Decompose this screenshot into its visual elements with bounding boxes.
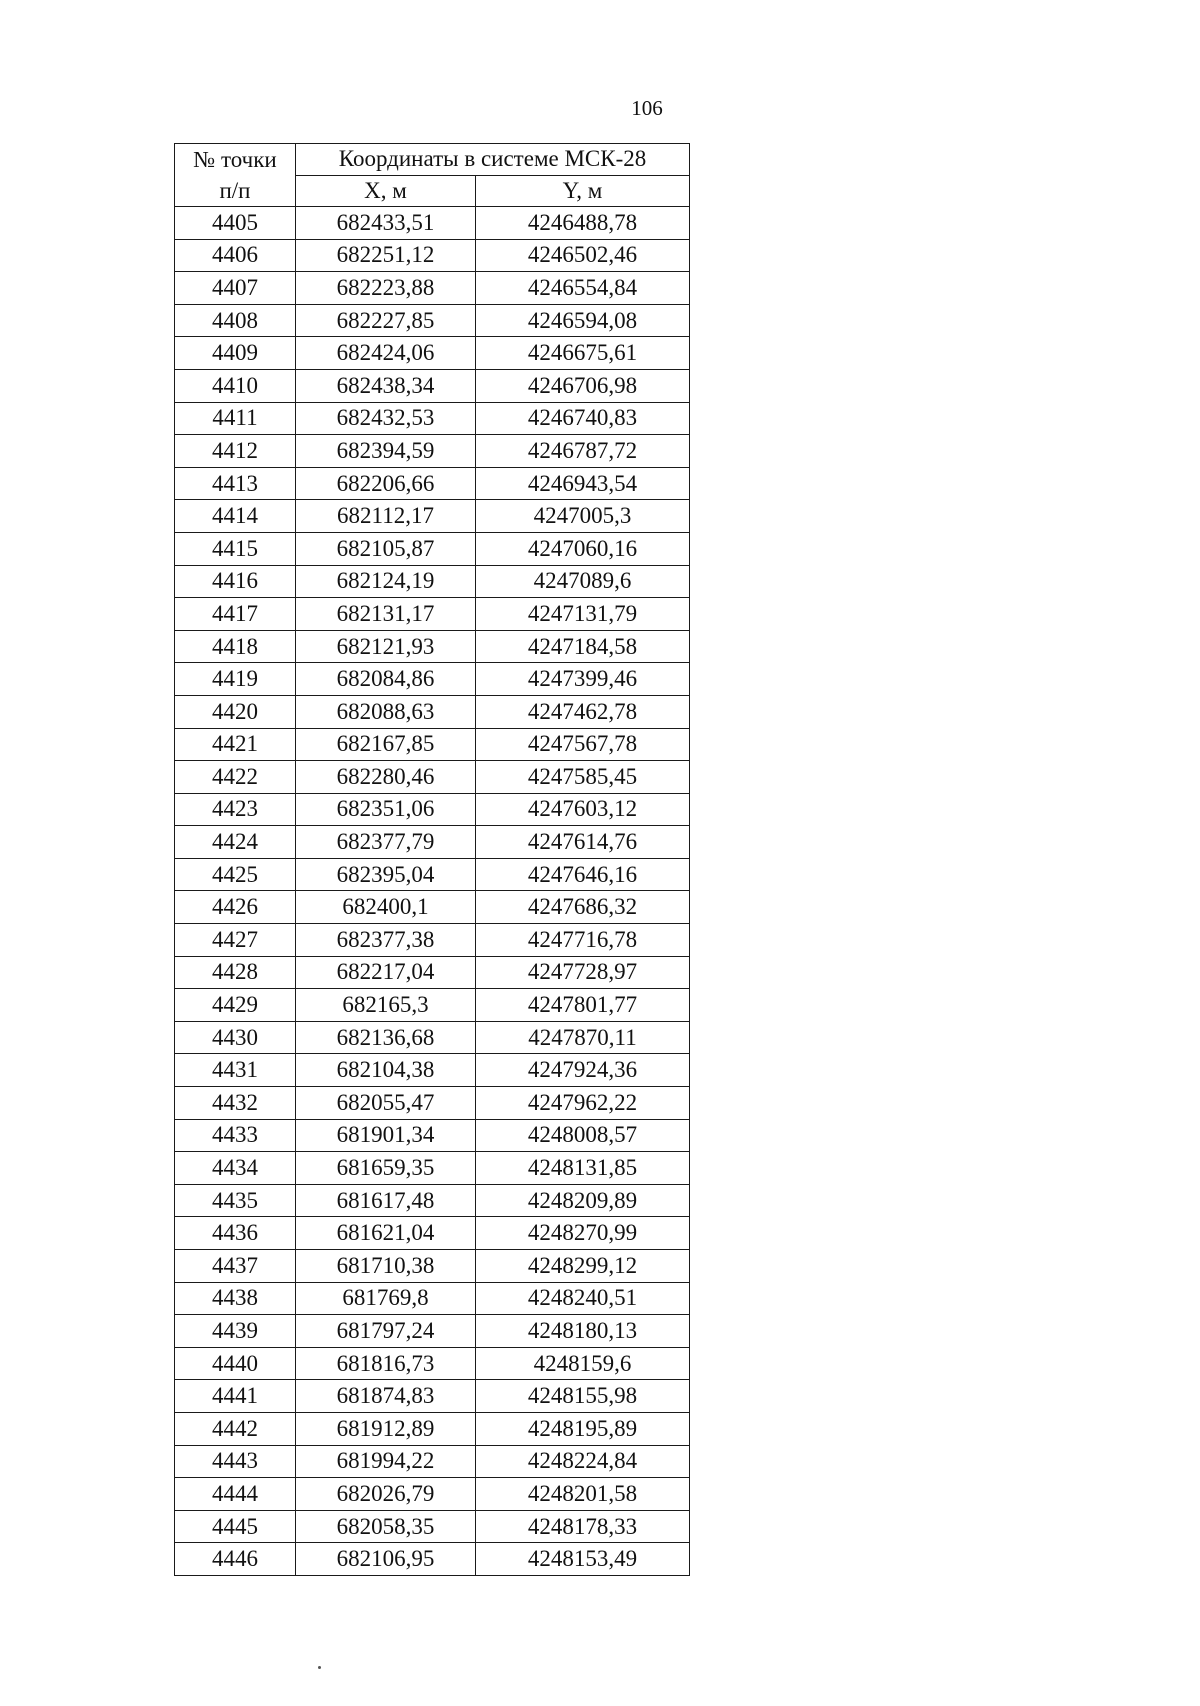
table-row <box>175 1543 690 1576</box>
point-number-cell: 4436 <box>175 1217 296 1250</box>
x-coordinate-cell: 682136,68 <box>296 1021 476 1054</box>
y-coordinate-cell: 4247801,77 <box>476 989 690 1022</box>
table-row <box>175 435 690 468</box>
x-coordinate-cell: 681912,89 <box>296 1412 476 1445</box>
y-coordinate-cell: 4248008,57 <box>476 1119 690 1152</box>
table-row <box>175 1021 690 1054</box>
scan-speck <box>318 1666 321 1669</box>
x-column-header: X, м <box>296 175 476 207</box>
x-coordinate-cell: 681710,38 <box>296 1250 476 1283</box>
table-row <box>175 369 690 402</box>
y-coordinate-cell: 4247924,36 <box>476 1054 690 1087</box>
table-row <box>175 1119 690 1152</box>
y-coordinate-cell: 4247567,78 <box>476 728 690 761</box>
y-coordinate-cell: 4247399,46 <box>476 663 690 696</box>
table-row <box>175 500 690 533</box>
table-row <box>175 304 690 337</box>
point-number-cell: 4441 <box>175 1380 296 1413</box>
x-coordinate-cell: 682280,46 <box>296 761 476 794</box>
x-coordinate-cell: 682165,3 <box>296 989 476 1022</box>
point-number-cell: 4410 <box>175 369 296 402</box>
x-coordinate-cell: 681621,04 <box>296 1217 476 1250</box>
y-coordinate-cell: 4248180,13 <box>476 1315 690 1348</box>
x-coordinate-cell: 682104,38 <box>296 1054 476 1087</box>
y-coordinate-cell: 4248240,51 <box>476 1282 690 1315</box>
point-number-cell: 4424 <box>175 826 296 859</box>
y-coordinate-cell: 4247870,11 <box>476 1021 690 1054</box>
x-coordinate-cell: 682433,51 <box>296 207 476 240</box>
x-coordinate-cell: 681901,34 <box>296 1119 476 1152</box>
point-number-cell: 4415 <box>175 532 296 565</box>
table-row <box>175 761 690 794</box>
x-coordinate-cell: 682432,53 <box>296 402 476 435</box>
coordinates-table <box>174 143 690 1576</box>
table-row <box>175 1510 690 1543</box>
point-number-cell: 4440 <box>175 1347 296 1380</box>
x-coordinate-cell: 682395,04 <box>296 858 476 891</box>
y-coordinate-cell: 4246787,72 <box>476 435 690 468</box>
table-row <box>175 1347 690 1380</box>
coordinates-system-header: Координаты в системе МСК-28 <box>296 144 690 176</box>
table-row <box>175 337 690 370</box>
table-row <box>175 1412 690 1445</box>
x-coordinate-cell: 682251,12 <box>296 239 476 272</box>
table-row <box>175 1445 690 1478</box>
point-number-cell: 4427 <box>175 924 296 957</box>
y-coordinate-cell: 4246488,78 <box>476 207 690 240</box>
x-coordinate-cell: 682377,79 <box>296 826 476 859</box>
y-coordinate-cell: 4246675,61 <box>476 337 690 370</box>
table-row <box>175 1380 690 1413</box>
x-coordinate-cell: 681659,35 <box>296 1152 476 1185</box>
table-row <box>175 272 690 305</box>
y-coordinate-cell: 4247089,6 <box>476 565 690 598</box>
x-coordinate-cell: 682438,34 <box>296 369 476 402</box>
point-number-cell: 4446 <box>175 1543 296 1576</box>
x-coordinate-cell: 682351,06 <box>296 793 476 826</box>
x-coordinate-cell: 682131,17 <box>296 598 476 631</box>
y-coordinate-cell: 4248270,99 <box>476 1217 690 1250</box>
x-coordinate-cell: 682217,04 <box>296 956 476 989</box>
y-coordinate-cell: 4247060,16 <box>476 532 690 565</box>
point-number-cell: 4437 <box>175 1250 296 1283</box>
y-coordinate-cell: 4247603,12 <box>476 793 690 826</box>
point-number-cell: 4445 <box>175 1510 296 1543</box>
point-number-cell: 4419 <box>175 663 296 696</box>
point-number-cell: 4406 <box>175 239 296 272</box>
x-coordinate-cell: 682026,79 <box>296 1478 476 1511</box>
x-coordinate-cell: 682058,35 <box>296 1510 476 1543</box>
point-number-cell: 4418 <box>175 630 296 663</box>
point-number-cell: 4407 <box>175 272 296 305</box>
header-row-top <box>175 144 690 176</box>
table-row <box>175 793 690 826</box>
point-number-cell: 4433 <box>175 1119 296 1152</box>
point-number-cell: 4443 <box>175 1445 296 1478</box>
table-row <box>175 826 690 859</box>
x-coordinate-cell: 681874,83 <box>296 1380 476 1413</box>
y-coordinate-cell: 4248178,33 <box>476 1510 690 1543</box>
x-coordinate-cell: 681816,73 <box>296 1347 476 1380</box>
y-coordinate-cell: 4246594,08 <box>476 304 690 337</box>
point-number-cell: 4442 <box>175 1412 296 1445</box>
point-number-cell: 4444 <box>175 1478 296 1511</box>
point-number-header-line2: п/п <box>219 178 251 203</box>
y-coordinate-cell: 4247614,76 <box>476 826 690 859</box>
table-row <box>175 1315 690 1348</box>
x-coordinate-cell: 682424,06 <box>296 337 476 370</box>
table-row <box>175 728 690 761</box>
table-row <box>175 402 690 435</box>
y-coordinate-cell: 4246943,54 <box>476 467 690 500</box>
y-coordinate-cell: 4248159,6 <box>476 1347 690 1380</box>
y-coordinate-cell: 4246740,83 <box>476 402 690 435</box>
point-number-cell: 4413 <box>175 467 296 500</box>
table-row <box>175 565 690 598</box>
point-number-cell: 4421 <box>175 728 296 761</box>
point-number-cell: 4439 <box>175 1315 296 1348</box>
table-row <box>175 695 690 728</box>
point-number-cell: 4430 <box>175 1021 296 1054</box>
point-number-cell: 4434 <box>175 1152 296 1185</box>
table-row <box>175 532 690 565</box>
x-coordinate-cell: 682400,1 <box>296 891 476 924</box>
x-coordinate-cell: 681994,22 <box>296 1445 476 1478</box>
table-row <box>175 663 690 696</box>
point-number-cell: 4408 <box>175 304 296 337</box>
x-coordinate-cell: 682377,38 <box>296 924 476 957</box>
point-number-cell: 4426 <box>175 891 296 924</box>
y-coordinate-cell: 4247716,78 <box>476 924 690 957</box>
table-row <box>175 207 690 240</box>
x-coordinate-cell: 682106,95 <box>296 1543 476 1576</box>
page-number: 106 <box>631 96 663 120</box>
table-row <box>175 1217 690 1250</box>
y-coordinate-cell: 4248131,85 <box>476 1152 690 1185</box>
table-body <box>175 207 690 1576</box>
x-coordinate-cell: 682167,85 <box>296 728 476 761</box>
x-coordinate-cell: 682124,19 <box>296 565 476 598</box>
point-number-header-line1: № точки <box>193 147 277 172</box>
point-number-cell: 4423 <box>175 793 296 826</box>
x-coordinate-cell: 682227,85 <box>296 304 476 337</box>
y-coordinate-cell: 4246502,46 <box>476 239 690 272</box>
table-row <box>175 467 690 500</box>
table-row <box>175 924 690 957</box>
x-coordinate-cell: 682088,63 <box>296 695 476 728</box>
table-row <box>175 1282 690 1315</box>
point-number-cell: 4432 <box>175 1087 296 1120</box>
y-coordinate-cell: 4248224,84 <box>476 1445 690 1478</box>
point-number-cell: 4425 <box>175 858 296 891</box>
table-row <box>175 630 690 663</box>
point-number-cell: 4411 <box>175 402 296 435</box>
y-coordinate-cell: 4248209,89 <box>476 1184 690 1217</box>
y-coordinate-cell: 4247005,3 <box>476 500 690 533</box>
x-coordinate-cell: 682112,17 <box>296 500 476 533</box>
point-number-header <box>175 144 296 207</box>
point-number-cell: 4438 <box>175 1282 296 1315</box>
table-row <box>175 239 690 272</box>
y-coordinate-cell: 4247962,22 <box>476 1087 690 1120</box>
y-coordinate-cell: 4247728,97 <box>476 956 690 989</box>
y-coordinate-cell: 4247646,16 <box>476 858 690 891</box>
point-number-cell: 4414 <box>175 500 296 533</box>
x-coordinate-cell: 682206,66 <box>296 467 476 500</box>
x-coordinate-cell: 682105,87 <box>296 532 476 565</box>
table-row <box>175 1152 690 1185</box>
table-row <box>175 989 690 1022</box>
y-coordinate-cell: 4248201,58 <box>476 1478 690 1511</box>
x-coordinate-cell: 682121,93 <box>296 630 476 663</box>
point-number-cell: 4431 <box>175 1054 296 1087</box>
point-number-cell: 4409 <box>175 337 296 370</box>
point-number-cell: 4412 <box>175 435 296 468</box>
x-coordinate-cell: 682055,47 <box>296 1087 476 1120</box>
y-coordinate-cell: 4247462,78 <box>476 695 690 728</box>
y-coordinate-cell: 4248195,89 <box>476 1412 690 1445</box>
y-coordinate-cell: 4247686,32 <box>476 891 690 924</box>
table-row <box>175 1087 690 1120</box>
y-coordinate-cell: 4247131,79 <box>476 598 690 631</box>
y-coordinate-cell: 4246554,84 <box>476 272 690 305</box>
point-number-cell: 4428 <box>175 956 296 989</box>
table-row <box>175 598 690 631</box>
table-row <box>175 1250 690 1283</box>
point-number-cell: 4416 <box>175 565 296 598</box>
y-coordinate-cell: 4246706,98 <box>476 369 690 402</box>
y-column-header: Y, м <box>476 175 690 207</box>
y-coordinate-cell: 4248155,98 <box>476 1380 690 1413</box>
x-coordinate-cell: 682084,86 <box>296 663 476 696</box>
y-coordinate-cell: 4247184,58 <box>476 630 690 663</box>
x-coordinate-cell: 682394,59 <box>296 435 476 468</box>
x-coordinate-cell: 681797,24 <box>296 1315 476 1348</box>
point-number-cell: 4417 <box>175 598 296 631</box>
point-number-cell: 4429 <box>175 989 296 1022</box>
point-number-cell: 4420 <box>175 695 296 728</box>
point-number-cell: 4405 <box>175 207 296 240</box>
x-coordinate-cell: 681617,48 <box>296 1184 476 1217</box>
x-coordinate-cell: 681769,8 <box>296 1282 476 1315</box>
y-coordinate-cell: 4248299,12 <box>476 1250 690 1283</box>
table-row <box>175 1184 690 1217</box>
y-coordinate-cell: 4247585,45 <box>476 761 690 794</box>
point-number-cell: 4435 <box>175 1184 296 1217</box>
point-number-cell: 4422 <box>175 761 296 794</box>
table-row <box>175 1054 690 1087</box>
table-row <box>175 858 690 891</box>
table-row <box>175 956 690 989</box>
table-row <box>175 1478 690 1511</box>
x-coordinate-cell: 682223,88 <box>296 272 476 305</box>
table-row <box>175 891 690 924</box>
y-coordinate-cell: 4248153,49 <box>476 1543 690 1576</box>
table-header <box>175 144 690 207</box>
